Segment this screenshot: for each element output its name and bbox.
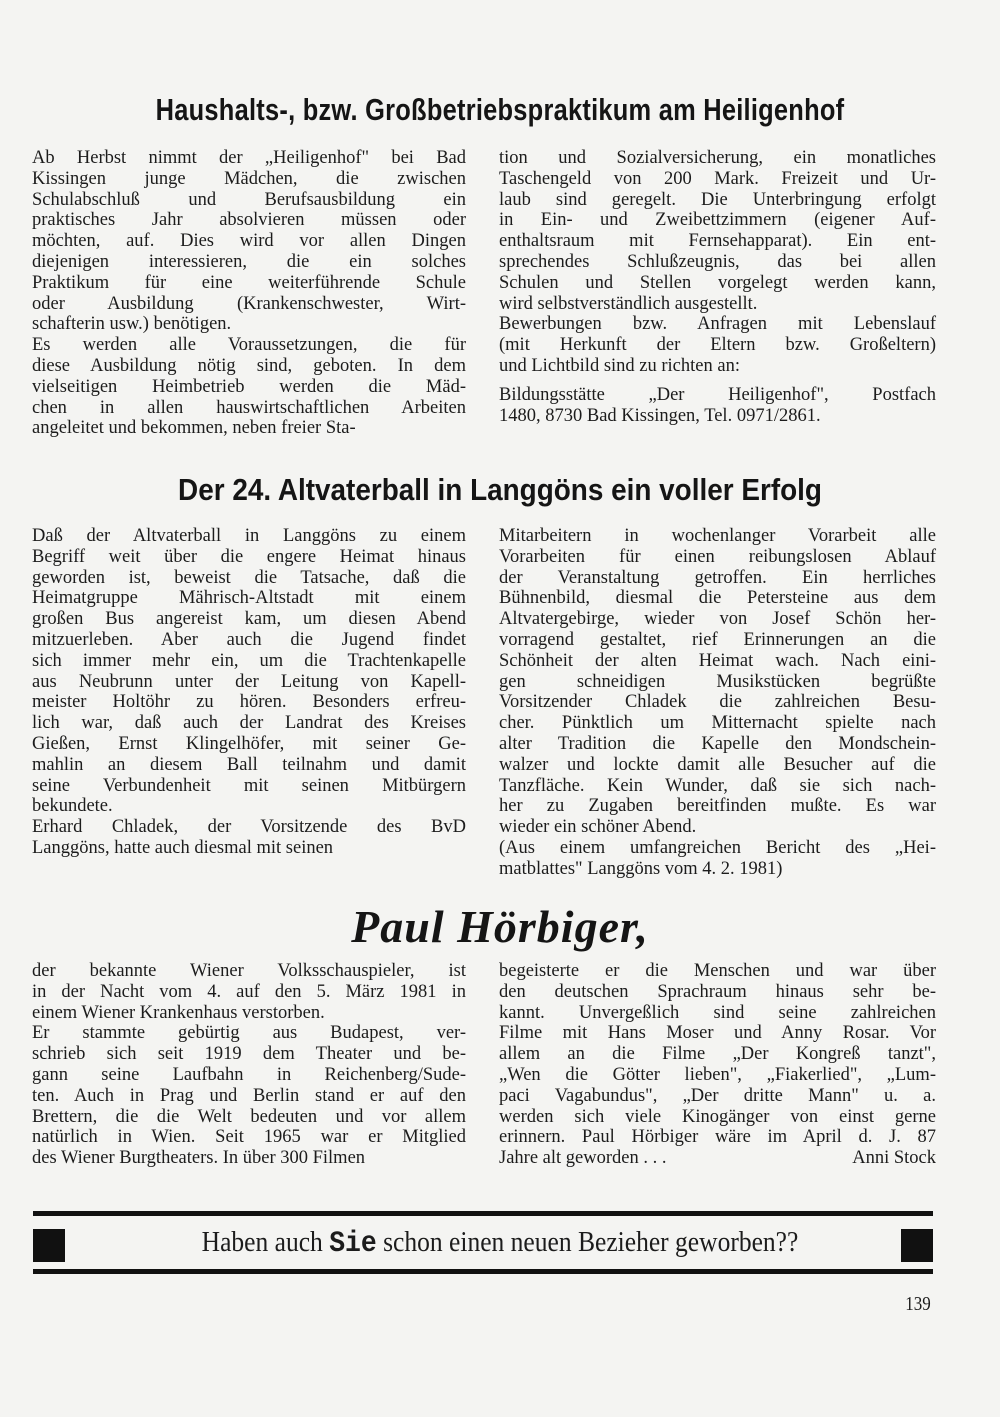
text-line: alter Tradition die Kapelle den Mondschein- [499, 733, 936, 754]
banner-right-block [901, 1229, 933, 1262]
text-line: gen schneidigen Musikstücken begrüßte [499, 671, 936, 692]
text-line: tion und Sozialversicherung, ein monatliches [499, 148, 936, 168]
text-line: Erhard Chladek, der Vorsitzende des BvD [32, 817, 466, 838]
article-3-column-2 [499, 961, 936, 1169]
text-line: oder Ausbildung (Krankenschwester, Wirt- [32, 293, 466, 314]
text-line: Er stammte gebürtig aus Budapest, ver- [32, 1023, 466, 1044]
text-line: cher. Pünktlich um Mitternacht spielte nach [499, 713, 936, 734]
text-line: schrieb sich seit 1919 dem Theater und be- [32, 1044, 466, 1065]
text-line: schafterin usw.) benötigen. [32, 314, 232, 335]
text-line-with-signature [499, 1148, 936, 1169]
text-line: seine Verbundenheit mit seinen Mitbürgern [32, 775, 466, 796]
article-2-title: Der 24. Altvaterball in Langgöns ein voller Erfolg [178, 472, 822, 507]
banner-text-after: schon einen neuen Bezieher geworben?? [383, 1226, 799, 1258]
text-line: einem Wiener Krankenhaus verstorben. [32, 1002, 325, 1023]
text-line: Kissingen junge Mädchen, die zwischen [32, 168, 466, 189]
text-line: sich immer mehr ein, um die Trachtenkapelle [32, 650, 466, 671]
text-line: der bekannte Wiener Volksschauspieler, ist [32, 961, 466, 981]
text-line: allem an die Filme „Der Kongreß tanzt", [499, 1044, 936, 1065]
text-line: Vorarbeiten für einen reibungslosen Ablauf [499, 546, 936, 567]
text-line: mitzuerleben. Aber auch die Jugend findet [32, 629, 466, 650]
text-line: meister Holtöhr zu hören. Besonders erfreu- [32, 692, 466, 713]
text-line: mahlin an diesem Ball teilnahm und damit [32, 754, 466, 775]
text-line: der Veranstaltung getroffen. Ein herrliches [499, 567, 936, 588]
text-line: Bewerbungen bzw. Anfragen mit Lebenslauf [499, 314, 936, 335]
text-line: Begriff weit über die engere Heimat hinaus [32, 546, 466, 567]
text-line: in Ein- und Zweibettzimmern (eigener Auf- [499, 210, 936, 231]
text-line: geworden ist, beweist die Tatsache, daß die [32, 567, 466, 588]
article-1-column-2 [499, 148, 936, 426]
text-line: walzer und lockte damit alle Besucher auf die [499, 754, 936, 775]
text-line: Tanzfläche. Kein Wunder, daß sie sich nach- [499, 775, 936, 796]
text-line: enthaltsraum mit Fernsehapparat). Ein ent- [499, 231, 936, 252]
text-line: den deutschen Sprachraum hinaus sehr be- [499, 981, 936, 1002]
text-line: Mitarbeitern in wochenlanger Vorarbeit alle [499, 526, 936, 546]
text-line: (mit Herkunft der Eltern bzw. Großeltern) [499, 335, 936, 356]
text-line: kannt. Unvergeßlich sind seine zahlreichen [499, 1002, 936, 1023]
text-line: Bühnenbild, diesmal die Petersteine aus dem [499, 588, 936, 609]
text-line: Filme mit Hans Moser und Anny Rosar. Vor [499, 1023, 936, 1044]
text-line: chen in allen hauswirtschaftlichen Arbeiten [32, 397, 466, 418]
text-line: Altvatergebirge, wieder von Josef Schön her- [499, 609, 936, 630]
text-line: 1480, 8730 Bad Kissingen, Tel. 0971/2861. [499, 405, 821, 426]
text-line: natürlich in Wien. Seit 1965 war er Mitglied [32, 1127, 466, 1148]
text-line: her zu Zugaben bereitfinden mußte. Es war [499, 796, 936, 817]
text-line: werden sich viele Kinogänger von einst gerne [499, 1106, 936, 1127]
text-line: laub sind geregelt. Die Unterbringung erfolgt [499, 189, 936, 210]
text-line: matblattes" Langgöns vom 4. 2. 1981) [499, 858, 783, 879]
article-3-column-1 [32, 961, 466, 1169]
banner-bottom-rule [33, 1269, 933, 1274]
text-line: Daß der Altvaterball in Langgöns zu einem [32, 526, 466, 546]
text-line: begeisterte er die Menschen und war über [499, 961, 936, 981]
text-line: (Aus einem umfangreichen Bericht des „Hei- [499, 837, 936, 858]
article-1-column-1 [32, 148, 466, 439]
banner-top-rule [33, 1211, 933, 1216]
text-line: vielseitigen Heimbetrieb werden die Mäd- [32, 376, 466, 397]
text-line: Taschengeld von 200 Mark. Freizeit und Ur- [499, 168, 936, 189]
text-line: Schönheit der alten Heimat wach. Nach eini- [499, 650, 936, 671]
article-2-column-1 [32, 526, 466, 859]
article-1-title: Haushalts-, bzw. Großbetriebspraktikum am Heiligenhof [155, 92, 845, 127]
subscriber-banner [60, 1226, 940, 1261]
text-line: paci Vagabundus", „Der dritte Mann" u. a. [499, 1085, 936, 1106]
text-line: gann seine Laufbahn in Reichenberg/Sude- [32, 1064, 466, 1085]
text-line: aus Neubrunn unter der Leitung von Kapell- [32, 671, 466, 692]
text-line: vorragend gestaltet, rief Erinnerungen an die [499, 629, 936, 650]
text-line: lich war, daß auch der Landrat des Kreises [32, 713, 466, 734]
text-line: diejenigen interessieren, die ein solches [32, 251, 466, 272]
text-line: ten. Auch in Prag und Berlin stand er auf den [32, 1085, 466, 1106]
article-3-title: Paul Hörbiger, [351, 901, 649, 952]
text-line: bekundete. [32, 796, 113, 817]
text-line: Ab Herbst nimmt der „Heiligenhof" bei Bad [32, 148, 466, 168]
article-2-column-2 [499, 526, 936, 880]
text-line: Jahre alt geworden . . . [499, 1148, 667, 1169]
text-line: Gießen, Ernst Klingelhöfer, mit seiner Ge- [32, 733, 466, 754]
text-line: und Lichtbild sind zu richten an: [499, 355, 740, 376]
paragraph-gap [499, 377, 936, 385]
text-line: möchten, auf. Dies wird vor allen Dingen [32, 231, 466, 252]
page-number: 139 [905, 1293, 931, 1315]
text-line: wird selbstverständlich ausgestellt. [499, 293, 758, 314]
text-line: Schulabschluß und Berufsausbildung ein [32, 189, 466, 210]
text-line: sprechendes Schlußzeugnis, das bei allen [499, 251, 936, 272]
text-line: Praktikum für eine weiterführende Schule [32, 272, 466, 293]
text-line: großen Bus angereist kam, um diesen Abend [32, 609, 466, 630]
text-line: wieder ein schöner Abend. [499, 817, 697, 838]
text-line: angeleitet und bekommen, neben freier Sta- [32, 418, 356, 439]
text-line: erinnern. Paul Hörbiger wäre im April d. J. 87 [499, 1127, 936, 1148]
text-line: in der Nacht vom 4. auf den 5. März 1981 in [32, 981, 466, 1002]
text-line: Schulen und Stellen vorgelegt werden kann, [499, 272, 936, 293]
text-line: Langgöns, hatte auch diesmal mit seinen [32, 837, 334, 858]
banner-text-before: Haben auch [201, 1226, 323, 1258]
text-line: des Wiener Burgtheaters. In über 300 Filmen [32, 1148, 366, 1169]
text-line: „Wen die Götter lieben", „Fiakerlied", „Lum- [499, 1064, 936, 1085]
text-line: diese Ausbildung nötig sind, geboten. In dem [32, 355, 466, 376]
text-line: Brettern, die die Welt bedeuten und vor allem [32, 1106, 466, 1127]
text-line: Es werden alle Voraussetzungen, die für [32, 335, 466, 356]
author-signature: Anni Stock [852, 1148, 936, 1169]
text-line: Vorsitzender Chladek die zahlreichen Besu- [499, 692, 936, 713]
text-line: Bildungsstätte „Der Heiligenhof", Postfach [499, 384, 936, 405]
banner-emphasis: Sie [329, 1227, 377, 1261]
text-line: praktisches Jahr absolvieren müssen oder [32, 210, 466, 231]
text-line: Heimatgruppe Mährisch-Altstadt mit einem [32, 588, 466, 609]
